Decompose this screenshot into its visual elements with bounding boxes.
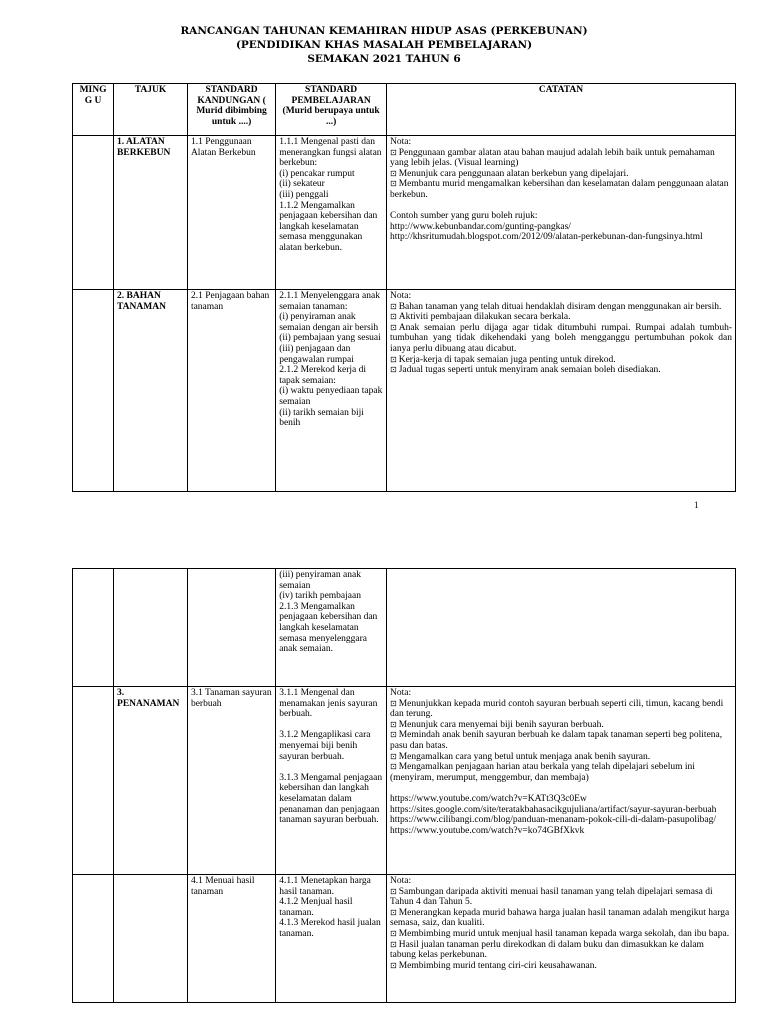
resource-link[interactable]: http://khsritumudah.blogspot.com/2012/09/alatan-perkebunan-dan-fungsinya.html — [390, 232, 703, 243]
list-item: ⊡ Menerangkan kepada murid bahawa harga jualan hasil tanaman adalah mengikut harga semasa, saiz, dan kualiti. — [390, 907, 730, 929]
nota-label: Nota: — [390, 688, 412, 698]
document-title — [0, 24, 768, 66]
table-row — [73, 875, 736, 1003]
cell-catatan — [387, 687, 736, 875]
cell-tajuk — [114, 569, 188, 687]
list-item: ⊡ Bahan tanaman yang telah dituai hendaklah disiram dengan menggunakan air bersih. — [390, 301, 722, 312]
list-item: ⊡ Membimbing murid tentang ciri-ciri keusahawanan. — [390, 960, 597, 971]
checkbox-bullet-icon: ⊡ — [390, 179, 397, 189]
cell-tajuk: 1. ALATAN BERKEBUN — [114, 136, 188, 290]
cell-standard-kandungan: 2.1 Penjagaan bahan tanaman — [187, 290, 275, 492]
list-item: ⊡ Penggunaan gambar alatan atau bahan maujud adalah lebih baik untuk pemahaman yang lebih jelas. (Visual learning) — [390, 147, 715, 169]
resource-link[interactable]: https://www.youtube.com/watch?v=KATt3Q3c0Ew — [390, 793, 587, 804]
table-header-row — [73, 84, 736, 136]
checkbox-bullet-icon: ⊡ — [390, 939, 397, 949]
nota-label: Nota: — [390, 137, 412, 147]
cell-catatan — [387, 875, 736, 1003]
list-item: ⊡ Menunjuk cara penggunaan alatan berkebun yang dipelajari. — [390, 168, 629, 179]
list-item: ⊡ Membantu murid mengamalkan kebersihan dan keselamatan dalam penggunaan alatan berkebun. — [390, 179, 729, 200]
list-item: ⊡ Jadual tugas seperti untuk menyiram anak semaian boleh disediakan. — [390, 365, 661, 376]
cell-minggu — [73, 290, 114, 492]
cell-catatan — [387, 136, 736, 290]
checkbox-bullet-icon: ⊡ — [390, 322, 397, 332]
checkbox-bullet-icon: ⊡ — [390, 168, 397, 178]
list-item: ⊡ Anak semaian perlu dijaga agar tidak ditumbuhi rumpai. Rumpai adalah tumbuh-tumbuhan yang tidak dikehendaki yang boleh mengganggu pertumbuhan pokok dan ianya perlu dibuang atau dicabut. — [390, 322, 732, 354]
checkbox-bullet-icon: ⊡ — [390, 301, 397, 311]
resource-link[interactable]: https://sites.google.com/site/teratakbahasacikgujuliana/artifact/sayur-sayuran-berbuah — [390, 804, 717, 815]
cell-tajuk: 3. PENANAMAN — [114, 687, 188, 875]
header-standard-kandungan: STANDARD KANDUNGAN ( Murid dibimbing untuk ....) — [187, 84, 275, 136]
cell-standard-pembelajaran: 2.1.1 Menyelenggara anak semaian tanaman: (i) penyiraman anak semaian dengan air bersih (ii) pembajaan yang sesuai (iii) penjagaan dan pengawalan rumpai 2.1.2 Merekod kerja di tapak semaian: (i) waktu penyediaan tapak semaian (ii) tarikh semaian biji benih — [276, 290, 387, 492]
table-row — [73, 687, 736, 875]
checkbox-bullet-icon: ⊡ — [390, 960, 397, 970]
cell-minggu — [73, 569, 114, 687]
cell-standard-kandungan: 4.1 Menuai hasil tanaman — [187, 875, 275, 1003]
cell-tajuk — [114, 875, 188, 1003]
nota-label: Nota: — [390, 876, 412, 886]
header-catatan: CATATAN — [387, 84, 736, 136]
header-tajuk: TAJUK — [114, 84, 188, 136]
resource-link[interactable]: https://www.cilibangi.com/blog/panduan-menanam-pokok-cili-di-dalam-pasupolibag/ — [390, 815, 717, 826]
checkbox-bullet-icon: ⊡ — [390, 698, 397, 708]
list-item: ⊡ Kerja-kerja di tapak semaian juga penting untuk direkod. — [390, 354, 616, 365]
resource-link[interactable]: http://www.kebunbandar.com/gunting-pangkas/ — [390, 221, 571, 232]
checkbox-bullet-icon: ⊡ — [390, 762, 397, 772]
cell-standard-kandungan: 3.1 Tanaman sayuran berbuah — [187, 687, 275, 875]
cell-standard-kandungan — [187, 569, 275, 687]
checkbox-bullet-icon: ⊡ — [390, 751, 397, 761]
cell-standard-pembelajaran: 1.1.1 Mengenal pasti dan menerangkan fungsi alatan berkebun: (i) pencakar rumput (ii) sekateur (iii) penggali 1.1.2 Mengamalkan penjagaan kebersihan dan langkah keselamatan semasa menggunakan alatan berkebun. — [276, 136, 387, 290]
cell-minggu — [73, 875, 114, 1003]
header-standard-pembelajaran: STANDARD PEMBELAJARAN (Murid berupaya untuk ...) — [276, 84, 387, 136]
cell-catatan — [387, 290, 736, 492]
plan-table-page-2 — [72, 568, 736, 1003]
cell-minggu — [73, 136, 114, 290]
checkbox-bullet-icon: ⊡ — [390, 312, 397, 322]
title-line-3: SEMAKAN 2021 TAHUN 6 — [307, 53, 461, 65]
list-item: ⊡ Membimbing murid untuk menjual hasil tanaman kepada warga sekolah, dan ibu bapa. — [390, 928, 730, 939]
cell-standard-kandungan: 1.1 Penggunaan Alatan Berkebun — [187, 136, 275, 290]
checkbox-bullet-icon: ⊡ — [390, 719, 397, 729]
checkbox-bullet-icon: ⊡ — [390, 354, 397, 364]
resource-intro: Contoh sumber yang guru boleh rujuk: — [390, 211, 538, 222]
cell-catatan — [387, 569, 736, 687]
list-item: ⊡ Menunjukkan kepada murid contoh sayuran berbuah seperti cili, timun, kacang bendi dan terung. — [390, 698, 724, 720]
list-item: ⊡ Menunjuk cara menyemai biji benih sayuran berbuah. — [390, 719, 604, 730]
list-item: ⊡ Memindah anak benih sayuran berbuah ke dalam tapak tanaman seperti beg politena, pasu dan batas. — [390, 730, 723, 751]
checkbox-bullet-icon: ⊡ — [390, 928, 397, 938]
list-item: ⊡ Sambungan daripada aktiviti menuai hasil tanaman yang telah dipelajari semasa di Tahun 4 dan Tahun 5. — [390, 886, 713, 908]
cell-standard-pembelajaran: 4.1.1 Menetapkan harga hasil tanaman. 4.1.2 Menjual hasil tanaman. 4.1.3 Merekod hasil jualan tanaman. — [276, 875, 387, 1003]
title-line-1: RANCANGAN TAHUNAN KEMAHIRAN HIDUP ASAS (PERKEBUNAN) — [180, 25, 588, 37]
page-number: 1 — [694, 500, 699, 510]
list-item: ⊡ Mengamalkan cara yang betul untuk menjaga anak benih sayuran. — [390, 751, 651, 762]
checkbox-bullet-icon: ⊡ — [390, 365, 397, 375]
cell-standard-pembelajaran: (iii) penyiraman anak semaian (iv) tarikh pembajaan 2.1.3 Mengamalkan penjagaan kebersihan dan langkah keselamatan semasa menyelenggara anak semaian. — [276, 569, 387, 687]
resource-link[interactable]: https://www.youtube.com/watch?v=ko74GBfXkvk — [390, 825, 585, 836]
list-item: ⊡ Aktiviti pembajaan dilakukan secara berkala. — [390, 312, 571, 323]
checkbox-bullet-icon: ⊡ — [390, 147, 397, 157]
list-item: ⊡ Hasil jualan tanaman perlu direkodkan di dalam buku dan dimasukkan ke dalam tabung kelas perkebunan. — [390, 939, 704, 961]
table-row — [73, 290, 736, 492]
cell-standard-pembelajaran: 3.1.1 Mengenal dan menamakan jenis sayuran berbuah. 3.1.2 Mengaplikasi cara menyemai biji benih sayuran berbuah. 3.1.3 Mengamal penjagaan kebersihan dan langkah keselamatan dalam penanaman dan penjagaan tanaman sayuran berbuah. — [276, 687, 387, 875]
plan-table-page-1 — [72, 83, 736, 492]
list-item: ⊡ Mengamalkan penjagaan harian atau berkala yang telah dipelajari sebelum ini (menyiram, merumput, menggembur, dan membaja) — [390, 762, 695, 783]
document-page-2 — [0, 525, 768, 1024]
table-row — [73, 569, 736, 687]
nota-label: Nota: — [390, 291, 412, 301]
checkbox-bullet-icon: ⊡ — [390, 886, 397, 896]
cell-tajuk: 2. BAHAN TANAMAN — [114, 290, 188, 492]
checkbox-bullet-icon: ⊡ — [390, 907, 397, 917]
header-minggu: MINGG U — [73, 84, 114, 136]
table-row — [73, 136, 736, 290]
title-line-2: (PENDIDIKAN KHAS MASALAH PEMBELAJARAN) — [235, 39, 533, 51]
checkbox-bullet-icon: ⊡ — [390, 730, 397, 740]
cell-minggu — [73, 687, 114, 875]
